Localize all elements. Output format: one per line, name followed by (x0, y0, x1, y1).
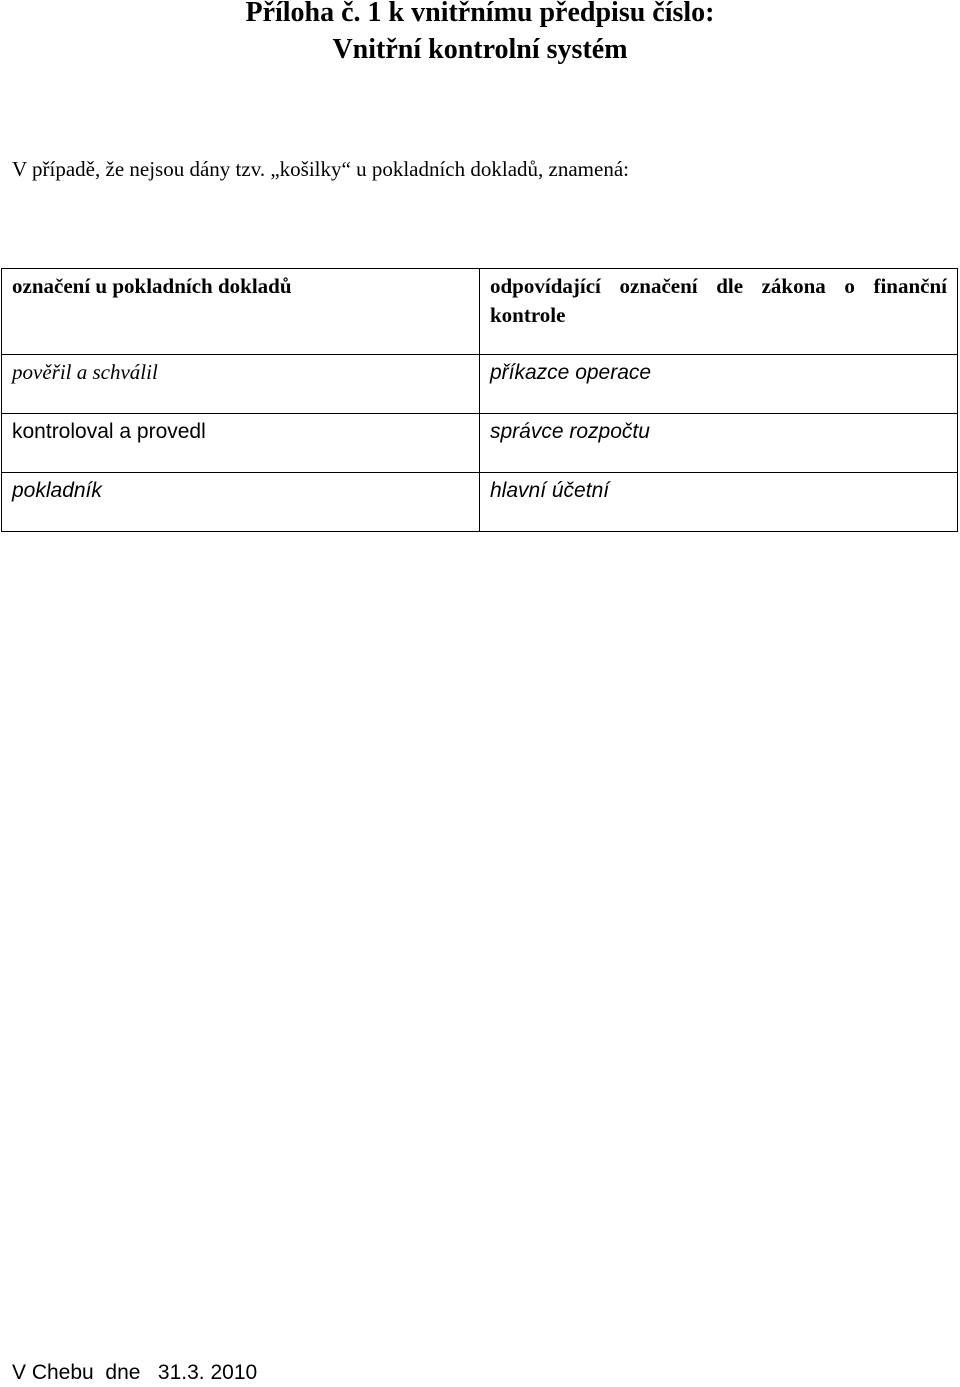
header-cash-document-designation: označení u pokladních dokladů (2, 269, 480, 355)
table-cell-control-role: správce rozpočtu (480, 414, 958, 473)
table-row (2, 414, 958, 473)
table-cell-cash-designation: pověřil a schválil (2, 355, 480, 414)
designation-mapping-table (1, 268, 958, 532)
table-cell-control-role: příkazce operace (480, 355, 958, 414)
table-header-row (2, 269, 958, 355)
place-and-date: V Chebu dne 31.3. 2010 (12, 1361, 258, 1384)
document-title-line-1: Příloha č. 1 k vnitřnímu předpisu číslo: (245, 0, 715, 28)
document-title-line-2: Vnitřní kontrolní systém (332, 34, 628, 65)
table-row (2, 355, 958, 414)
table-cell-cash-designation: kontroloval a provedl (2, 414, 480, 473)
table-row (2, 473, 958, 532)
table-cell-control-role: hlavní účetní (480, 473, 958, 532)
table-cell-cash-designation: pokladník (2, 473, 480, 532)
header-financial-control-designation: odpovídající označení dle zákona o finanční kontrole (480, 269, 958, 355)
intro-paragraph: V případě, že nejsou dány tzv. „košilky“ u pokladních dokladů, znamená: (12, 157, 629, 181)
